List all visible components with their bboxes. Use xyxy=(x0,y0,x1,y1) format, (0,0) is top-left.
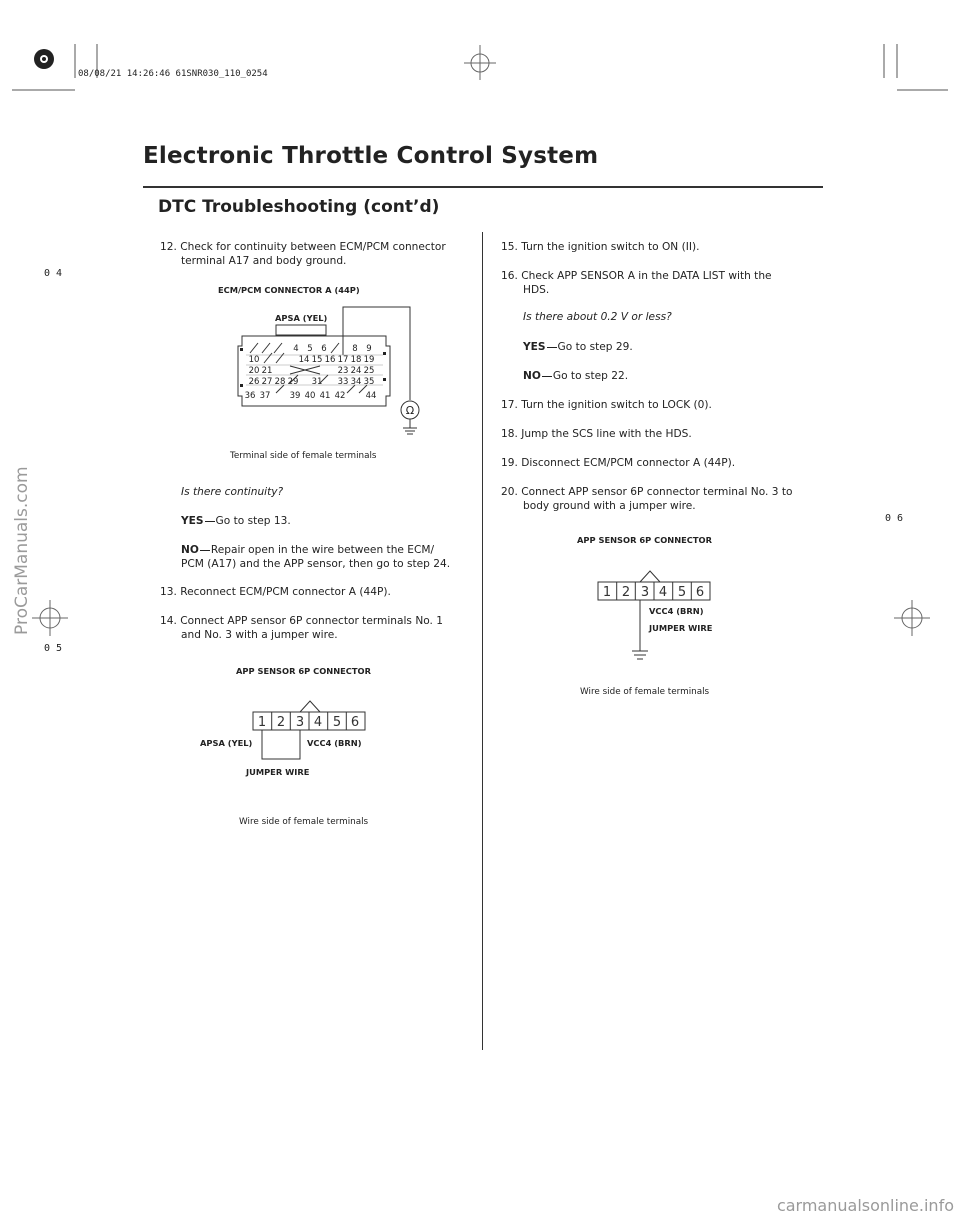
pin-number: 28 xyxy=(274,377,286,387)
pin-number: 5 xyxy=(332,715,342,730)
margin-code: 0 5 xyxy=(44,643,63,654)
pin-number: 24 xyxy=(350,366,362,376)
step-14-text-cont: and No. 3 with a jumper wire. xyxy=(181,629,338,641)
step-16-text-cont: HDS. xyxy=(523,284,550,296)
pin-number: 40 xyxy=(304,391,316,401)
yes-branch xyxy=(523,340,633,354)
pin-number: 1 xyxy=(602,585,612,600)
pin-number: 36 xyxy=(244,391,256,401)
pin-number: 25 xyxy=(363,366,375,376)
yes-label: YES xyxy=(523,341,546,353)
no-text-cont: PCM (A17) and the APP sensor, then go to step 24. xyxy=(181,558,451,570)
no-text: Go to step 22. xyxy=(552,370,629,382)
pin-number: 20 xyxy=(248,366,260,376)
step-20-text: 20. Connect APP sensor 6P connector terminal No. 3 to xyxy=(501,486,793,498)
pin-number: 6 xyxy=(695,585,705,600)
yes-text: Go to step 13. xyxy=(215,515,291,527)
step-20-text-cont: body ground with a jumper wire. xyxy=(523,500,696,512)
jumper-wire-label: JUMPER WIRE xyxy=(649,623,713,633)
pin-number: 35 xyxy=(363,377,375,387)
step-18-text: 18. Jump the SCS line with the HDS. xyxy=(501,428,692,440)
pin-number: 15 xyxy=(311,355,323,365)
pin-number: 21 xyxy=(261,366,273,376)
vcc4-wire-label: VCC4 (BRN) xyxy=(307,738,362,748)
step-12-text: 12. Check for continuity between ECM/PCM connector xyxy=(160,241,446,253)
step-12-text-cont: terminal A17 and body ground. xyxy=(181,255,347,267)
step-17-text: 17. Turn the ignition switch to LOCK (0). xyxy=(501,399,712,411)
pin-number: 3 xyxy=(640,585,650,600)
yes-branch xyxy=(181,514,291,528)
pin-number: 42 xyxy=(334,391,346,401)
pin-number: 4 xyxy=(293,344,299,354)
margin-code: 0 4 xyxy=(44,268,63,279)
pin-number: 26 xyxy=(248,377,260,387)
pin-number: 6 xyxy=(321,344,327,354)
pin-number: 27 xyxy=(261,377,273,387)
pin-number: 3 xyxy=(295,715,305,730)
pin-number: 5 xyxy=(677,585,687,600)
ecm-connector-diagram xyxy=(228,300,428,450)
apsa-wire-label: APSA (YEL) xyxy=(275,313,328,323)
pin-number: 4 xyxy=(658,585,668,600)
no-branch xyxy=(523,369,628,383)
pin-number: 16 xyxy=(324,355,336,365)
pin-number: 29 xyxy=(287,377,299,387)
title-rule xyxy=(143,186,823,188)
step-13-text: 13. Reconnect ECM/PCM connector A (44P). xyxy=(160,586,391,598)
jumper-wire-label: JUMPER WIRE xyxy=(246,767,310,777)
apsa-wire-label: APSA (YEL) xyxy=(200,738,253,748)
terminal-side-caption: Terminal side of female terminals xyxy=(230,451,377,461)
wire-side-caption: Wire side of female terminals xyxy=(239,817,369,827)
pin-number: 44 xyxy=(365,391,377,401)
watermark-vertical: ProCarManuals.com xyxy=(12,466,32,635)
pin-number: 9 xyxy=(366,344,372,354)
pin-number: 2 xyxy=(276,715,286,730)
pin-number: 1 xyxy=(257,715,267,730)
no-label: NO xyxy=(523,370,541,382)
pin-number: 8 xyxy=(352,344,358,354)
print-stamp: 08/08/21 14:26:46 61SNR030_110_0254 xyxy=(78,69,268,79)
pin-number: 33 xyxy=(337,377,349,387)
pin-number: 19 xyxy=(363,355,375,365)
pin-number: 10 xyxy=(248,355,260,365)
voltage-question: Is there about 0.2 V or less? xyxy=(523,311,672,323)
app-connector-title: APP SENSOR 6P CONNECTOR xyxy=(236,666,371,676)
yes-text: Go to step 29. xyxy=(557,341,633,353)
ecm-connector-title: ECM/PCM CONNECTOR A (44P) xyxy=(218,285,360,295)
margin-code: 0 6 xyxy=(885,513,904,524)
jumper-wire xyxy=(262,730,300,759)
pin-number: 17 xyxy=(337,355,349,365)
pin-number: 14 xyxy=(298,355,310,365)
pin-number: 31 xyxy=(311,377,323,387)
step-16-text: 16. Check APP SENSOR A in the DATA LIST with the xyxy=(501,270,772,282)
yes-label: YES xyxy=(181,515,204,527)
step-19-text: 19. Disconnect ECM/PCM connector A (44P). xyxy=(501,457,736,469)
pin-number: 41 xyxy=(319,391,331,401)
wire-side-caption: Wire side of female terminals xyxy=(580,687,710,697)
continuity-question: Is there continuity? xyxy=(181,486,284,498)
no-text: Repair open in the wire between the ECM/ xyxy=(210,544,435,556)
no-label: NO xyxy=(181,544,199,556)
pin-number: 6 xyxy=(350,715,360,730)
pin-number: 4 xyxy=(313,715,323,730)
no-branch xyxy=(181,543,434,557)
app-connector-jumper-diagram xyxy=(245,695,375,775)
pin-number: 34 xyxy=(350,377,362,387)
app-connector-title: APP SENSOR 6P CONNECTOR xyxy=(577,535,712,545)
pin-number: 37 xyxy=(259,391,271,401)
pin-number: 5 xyxy=(307,344,313,354)
section-subtitle: DTC Troubleshooting (cont’d) xyxy=(158,197,440,217)
step-15-text: 15. Turn the ignition switch to ON (II). xyxy=(501,241,700,253)
step-14-text: 14. Connect APP sensor 6P connector terminals No. 1 xyxy=(160,615,444,627)
vcc4-wire-label: VCC4 (BRN) xyxy=(649,606,704,616)
pin-number: 23 xyxy=(337,366,349,376)
pin-number: 18 xyxy=(350,355,362,365)
column-divider xyxy=(482,232,483,1050)
watermark-footer: carmanualsonline.info xyxy=(776,1196,954,1215)
page-title: Electronic Throttle Control System xyxy=(143,143,599,169)
pin-number: 2 xyxy=(621,585,631,600)
pin-number: 39 xyxy=(289,391,301,401)
svg-text:Ω: Ω xyxy=(405,404,415,417)
